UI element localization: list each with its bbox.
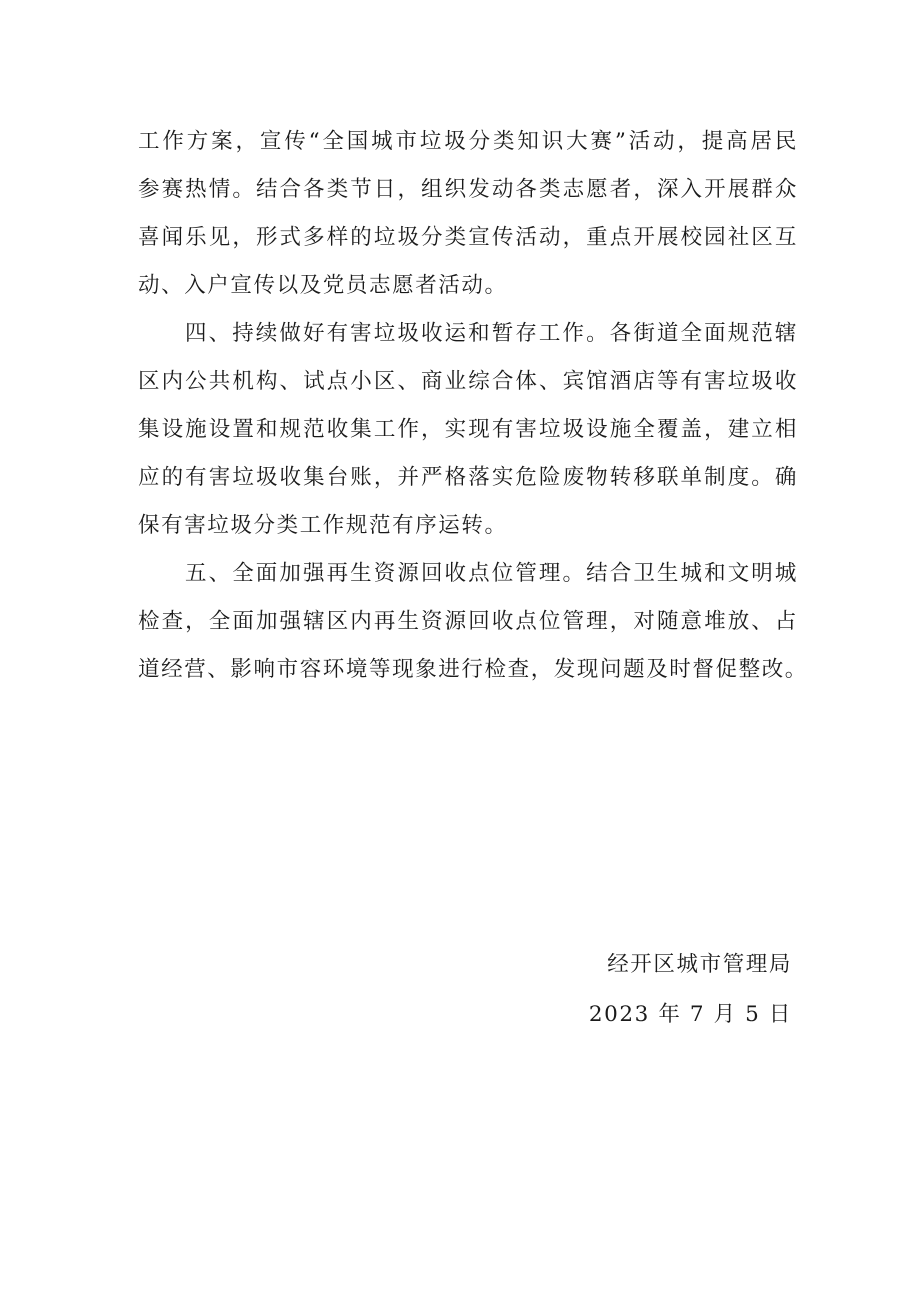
signoff-date: 2023 年 7 月 5 日 <box>588 1002 792 1027</box>
paragraph-line: 道经营、影响市容环境等现象进行检查，发现问题及时督促整改。 <box>138 657 808 682</box>
paragraph-line: 区内公共机构、试点小区、商业综合体、宾馆酒店等有害垃圾收 <box>138 369 798 394</box>
document-body <box>138 118 808 694</box>
paragraph-line: 保有害垃圾分类工作规范有序运转。 <box>138 513 508 538</box>
paragraph-line: 检查，全面加强辖区内再生资源回收点位管理，对随意堆放、占 <box>138 609 798 634</box>
paragraph-line: 工作方案，宣传“全国城市垃圾分类知识大赛”活动，提高居民 <box>138 129 798 154</box>
signoff-organization: 经开区城市管理局 <box>607 952 792 977</box>
paragraph-line: 动、入户宣传以及党员志愿者活动。 <box>138 273 508 298</box>
paragraph-line: 四、持续做好有害垃圾收运和暂存工作。各街道全面规范辖 <box>185 321 798 346</box>
paragraph-line: 参赛热情。结合各类节日，组织发动各类志愿者，深入开展群众 <box>138 177 798 202</box>
paragraph-line: 五、全面加强再生资源回收点位管理。结合卫生城和文明城 <box>185 561 798 586</box>
paragraph-line: 应的有害垃圾收集台账，并严格落实危险废物转移联单制度。确 <box>138 465 798 490</box>
paragraph-line: 集设施设置和规范收集工作，实现有害垃圾设施全覆盖，建立相 <box>138 417 798 442</box>
paragraph-line: 喜闻乐见，形式多样的垃圾分类宣传活动，重点开展校园社区互 <box>138 225 798 250</box>
